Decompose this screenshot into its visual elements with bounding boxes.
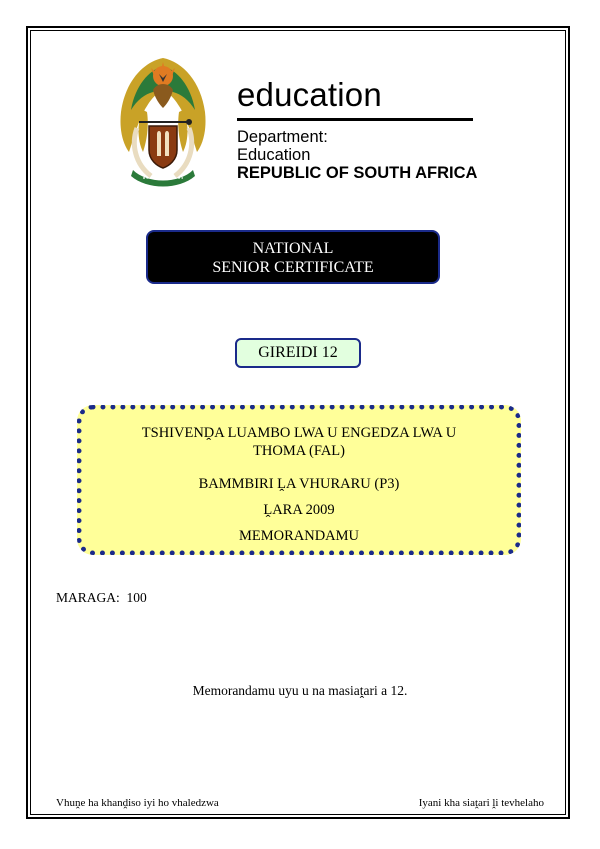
coat-of-arms-icon [113,52,213,192]
department-name [237,128,477,182]
subject-panel [77,405,521,555]
department-line-1: Department: [237,128,328,146]
department-line-3: REPUBLIC OF SOUTH AFRICA [237,164,478,182]
certificate-banner [146,230,440,284]
session-label: ḼARA 2009 [263,502,335,518]
logo-rule [237,118,473,121]
paper-label: BAMMBIRI ḼA VHURARU (P3) [198,476,400,492]
footer-next-page: Iyani kha siaṱari ḽi tevhelaho [418,797,544,809]
marks-label: MARAGA: [56,590,120,605]
footer-copyright: Vhuṋe ha khanḓiso iyi ho vhaledzwa [56,797,219,809]
logo-wordmark: education [237,76,382,113]
department-line-2: Education [237,146,311,164]
subject-title-line-2: THOMA (FAL) [253,443,345,459]
marks-value: 100 [126,590,147,605]
certificate-line-1: NATIONAL [252,240,334,257]
grade-badge: GIREIDI 12 [235,338,361,368]
subject-title-line-1: TSHIVENḒA LUAMBO LWA U ENGEDZA LWA U [141,425,457,441]
marks-line [56,590,147,606]
certificate-line-2: SENIOR CERTIFICATE [212,259,374,276]
document-type: MEMORANDAMU [238,528,360,544]
subject-title [82,424,516,460]
department-logo [113,52,493,200]
page-count-note: Memorandamu uyu u na masiaṱari a 12. [192,683,408,698]
